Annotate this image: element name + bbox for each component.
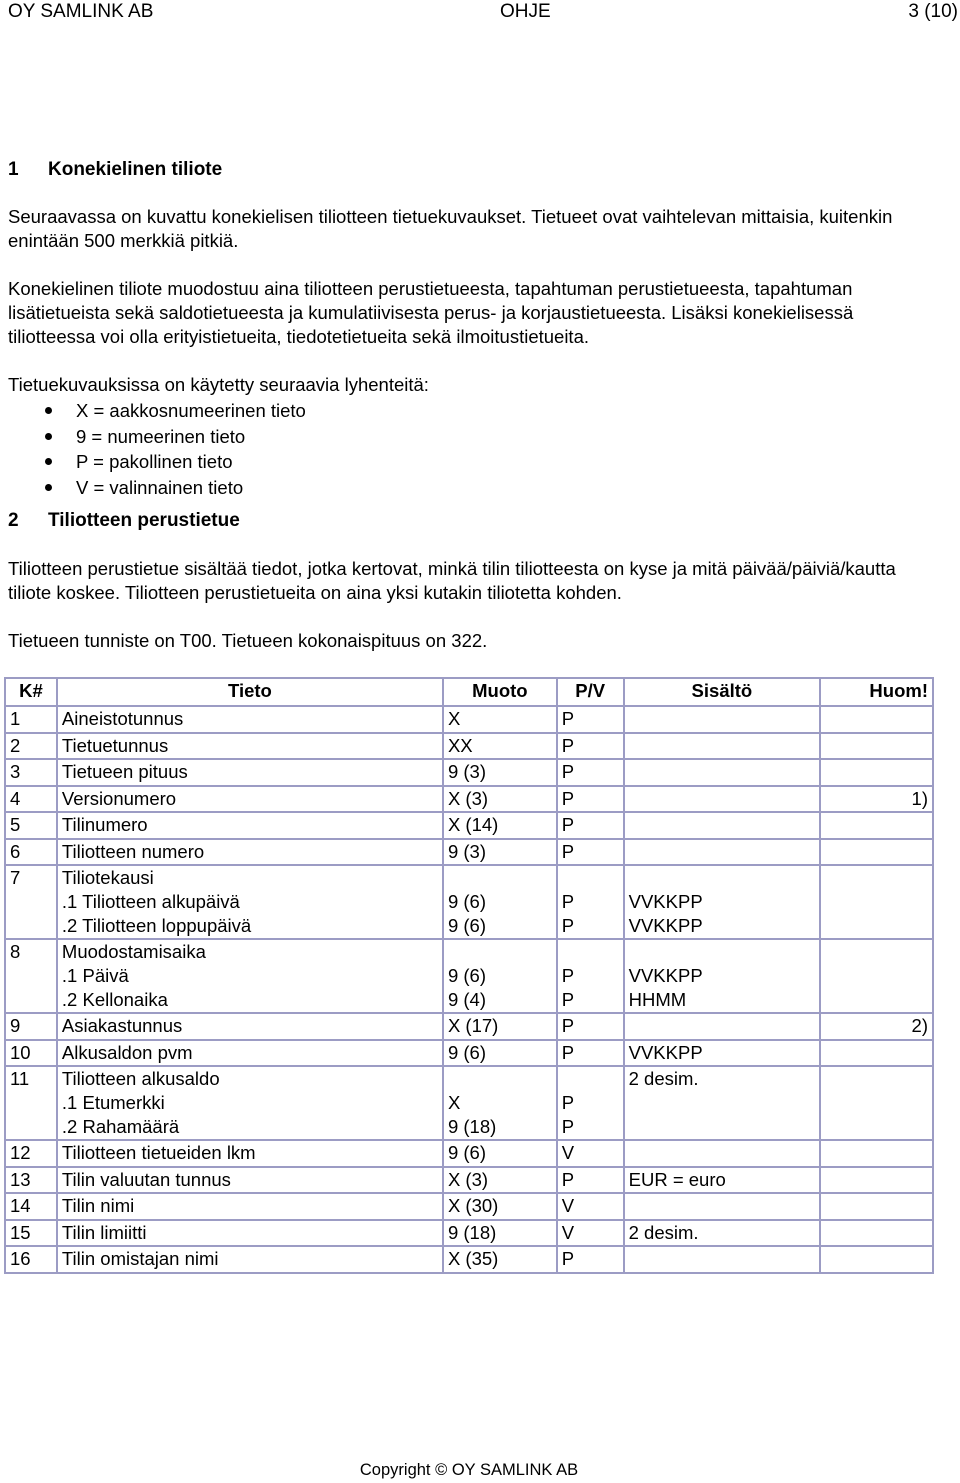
section-1-paragraph-3: Tietuekuvauksissa on käytetty seuraavia lyhenteitä:: [8, 374, 429, 395]
table-header-row: [5, 678, 933, 706]
header-muoto: Muoto: [443, 678, 557, 706]
table-row: 3 Tietueen pituus 9 (3) P: [5, 759, 933, 786]
header-tieto: Tieto: [57, 678, 443, 706]
section-1-paragraph-1: Seuraavassa on kuvattu konekielisen tiliotteen tietuekuvaukset. Tietueet ovat vaihtelevan mittaisia, kuitenkin enintään 500 merkkiä pitkiä.: [8, 206, 893, 251]
section-2-paragraph-2: Tietueen tunniste on T00. Tietueen kokonaispituus on 322.: [8, 630, 488, 651]
table-row: 6 Tiliotteen numero 9 (3) P: [5, 839, 933, 866]
header-huom: Huom!: [820, 678, 933, 706]
table-row: 14 Tilin nimi X (30) V: [5, 1193, 933, 1220]
table-row: 8 Muodostamisaika .1 Päivä .2 Kellonaika 9 (6) 9 (4) P P VVKKPP HHMM: [5, 939, 933, 1013]
record-fields-table: [4, 677, 934, 1274]
bullet-icon: [45, 407, 52, 414]
abbreviation-list: [8, 399, 306, 501]
table-row: 5 Tilinumero X (14) P: [5, 812, 933, 839]
header-page-number: 3 (10): [908, 1, 958, 22]
page-footer: [0, 1461, 960, 1480]
section-2-number: 2: [8, 510, 19, 531]
section-2-paragraph-1: Tiliotteen perustietue sisältää tiedot, jotka kertovat, minkä tilin tiliotteesta on kyse ja mitä päivää/päiviä/kautta tiliote koskee. Tiliotteen perustietueita on aina yksi kutakin tiliotetta kohden.: [8, 558, 896, 603]
table-row: 15 Tilin limiitti 9 (18) V 2 desim.: [5, 1220, 933, 1247]
bullet-icon: [45, 484, 52, 491]
table-row: 13 Tilin valuutan tunnus X (3) P EUR = euro: [5, 1167, 933, 1194]
table-row: 10 Alkusaldon pvm 9 (6) P VVKKPP: [5, 1040, 933, 1067]
copyright-text: Copyright © OY SAMLINK AB: [359, 1461, 579, 1479]
table-row: 1 Aineistotunnus X P: [5, 706, 933, 733]
section-2-title: Tiliotteen perustietue: [48, 510, 240, 531]
list-item: V = valinnainen tieto: [8, 476, 306, 502]
list-item: X = aakkosnumeerinen tieto: [8, 399, 306, 425]
section-1-heading: [8, 159, 222, 181]
table-row: 7 Tiliotekausi .1 Tiliotteen alkupäivä .2 Tiliotteen loppupäivä 9 (6) 9 (6) P P VVKKPP VVKKPP: [5, 865, 933, 939]
section-2-heading: [8, 510, 240, 532]
list-item: 9 = numeerinen tieto: [8, 425, 306, 451]
section-1-title: Konekielinen tiliote: [48, 159, 223, 180]
table-row: 9 Asiakastunnus X (17) P 2): [5, 1013, 933, 1040]
header-company: OY SAMLINK AB: [8, 1, 154, 22]
list-item: P = pakollinen tieto: [8, 450, 306, 476]
section-1-number: 1: [8, 159, 19, 180]
page-header: [0, 0, 960, 26]
table-row: 4 Versionumero X (3) P 1): [5, 786, 933, 813]
header-k: K#: [5, 678, 57, 706]
bullet-icon: [45, 433, 52, 440]
header-sisalto: Sisältö: [624, 678, 821, 706]
table-row: 16 Tilin omistajan nimi X (35) P: [5, 1246, 933, 1273]
bullet-icon: [45, 458, 52, 465]
header-pv: P/V: [557, 678, 624, 706]
table-row: 12 Tiliotteen tietueiden lkm 9 (6) V: [5, 1140, 933, 1167]
table-row: 2 Tietuetunnus XX P: [5, 733, 933, 760]
header-doc-type: OHJE: [500, 1, 551, 22]
table-row: 11 Tiliotteen alkusaldo .1 Etumerkki .2 Rahamäärä X 9 (18) P P 2 desim.: [5, 1066, 933, 1140]
section-1-paragraph-2: Konekielinen tiliote muodostuu aina tiliotteen perustietueesta, tapahtuman perustietueesta, tapahtuman lisätietueista sekä saldotietueesta ja kumulatiivisesta perus- ja korjaustietueesta. Lisäksi konekielisessä tiliotteessa voi olla erityistietueita, tiedotetietueita sekä ilmoitustietueita.: [8, 278, 854, 347]
